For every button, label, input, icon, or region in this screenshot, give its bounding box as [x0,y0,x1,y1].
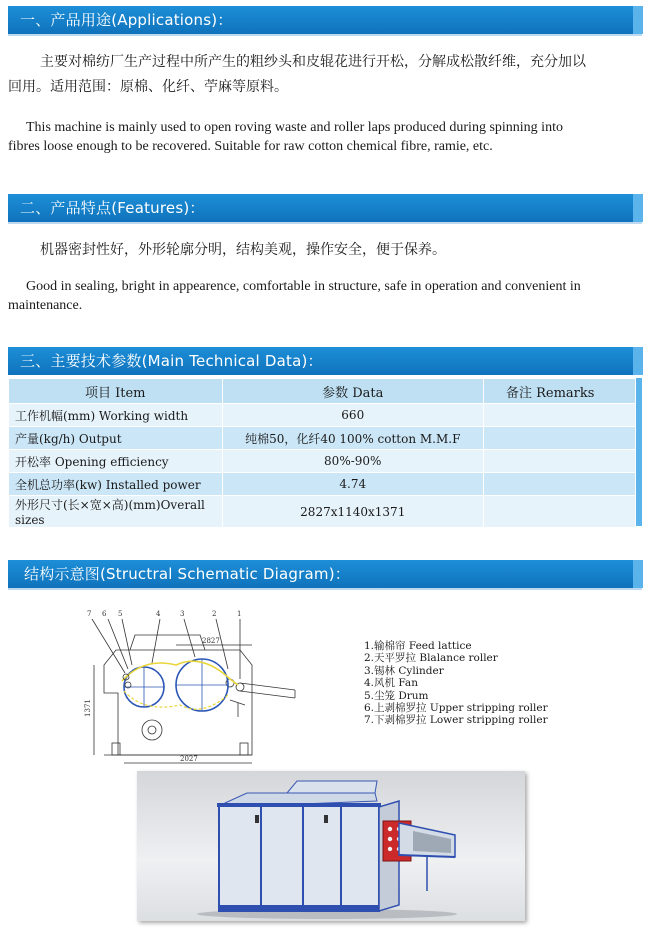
callout-label: 7 [87,610,92,618]
table-header-row [9,379,636,404]
row-item: 开松率 Opening efficiency [9,450,223,473]
schematic-drawing [80,605,310,765]
header-item: 项目 Item [9,379,223,404]
features-cn: 机器密封性好，外形轮廓分明，结构美观，操作安全，便于保养。 [40,242,446,258]
row-item: 工作机幅(mm) Working width [9,404,223,427]
schematic-legend [364,640,548,727]
row-remarks [483,450,635,473]
row-data: 4.74 [222,473,483,496]
legend-item: 6.上剥棉罗拉 Upper stripping roller [364,702,548,715]
row-data: 纯棉50，化纤40 100% cotton M.M.F [222,427,483,450]
callout-label: 1 [237,610,242,618]
applications-title: 一、产品用途(Applications)： [20,11,233,29]
features-header [8,194,642,222]
technical-header [8,347,642,375]
header-data: 参数 Data [222,379,483,404]
dimension-side: 1371 [84,699,92,717]
applications-header [8,6,642,34]
legend-item: 7.下剥棉罗拉 Lower stripping roller [364,714,548,727]
legend-item: 2.天平罗拉 Blalance roller [364,652,498,665]
callout-label: 4 [156,610,161,618]
applications-en-line1: This machine is mainly used to open roving waste and roller laps produced during spinning into [26,120,563,135]
row-item: 外形尺寸(长×宽×高)(mm)Overall sizes [9,496,223,528]
callout-label: 3 [180,610,185,618]
table-row [9,473,636,496]
row-remarks [483,427,635,450]
legend-item: 1.输棉帘 Feed lattice [364,640,472,652]
legend-item: 5.尘笼 Drum [364,689,429,702]
schematic-header [8,560,642,588]
machine-illustration [137,771,525,921]
row-remarks [483,404,635,427]
applications-cn-line1: 主要对棉纺厂生产过程中所产生的粗纱头和皮辊花进行开松，分解成松散纤维，充分加以 [40,54,586,70]
legend-item: 4.风机 Fan [364,677,418,690]
header-remarks: 备注 Remarks [483,379,635,404]
features-title: 二、产品特点(Features)： [20,199,205,217]
callout-label: 6 [102,610,107,618]
technical-title: 三、主要技术参数(Main Technical Data)： [20,352,323,370]
legend-item: 3.锡林 Cylinder [364,664,444,677]
machine-photo [137,771,525,921]
table-row [9,427,636,450]
dimension-bottom: 2027 [180,755,198,763]
table-row [9,404,636,427]
dimension-top: 2827 [202,637,220,645]
features-en-line2: maintenance. [8,298,83,313]
row-item: 全机总功率(kw) Installed power [9,473,223,496]
callout-label: 5 [118,610,123,618]
applications-en-line2: fibres loose enough to be recovered. Suitable for raw cotton chemical fibre, ramie, etc. [8,139,493,154]
row-remarks [483,473,635,496]
table-row [9,450,636,473]
row-data: 80%-90% [222,450,483,473]
row-remarks [483,496,635,528]
table-row [9,496,636,528]
applications-cn-line2: 回用。适用范围：原棉、化纤、苧麻等原料。 [8,79,288,95]
row-data: 660 [222,404,483,427]
schematic-title: 结构示意图(Structral Schematic Diagram)： [24,565,350,583]
row-item: 产量(kg/h) Output [9,427,223,450]
features-en-line1: Good in sealing, bright in appearence, comfortable in structure, safe in operation and convenient in [26,279,581,294]
technical-data-table [8,378,636,528]
row-data: 2827x1140x1371 [222,496,483,528]
callout-label: 2 [212,610,217,618]
